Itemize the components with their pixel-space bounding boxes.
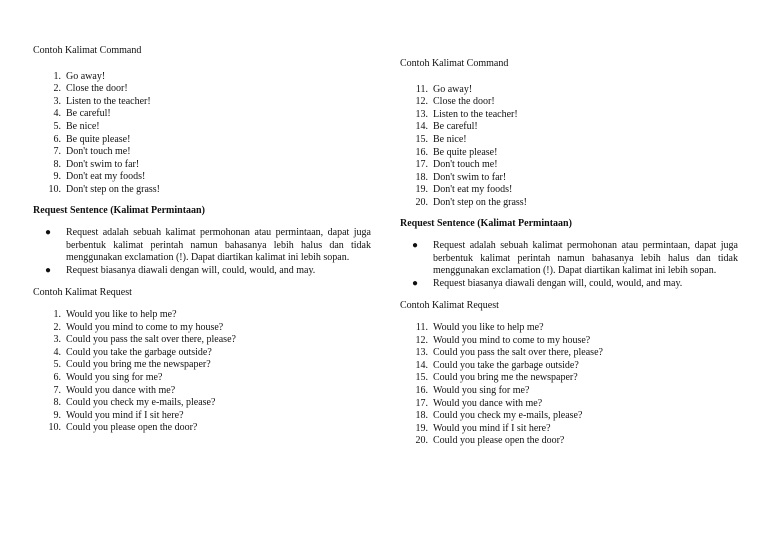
list-item <box>33 334 371 347</box>
item-text: Don't touch me! <box>433 159 498 171</box>
item-number: 13. <box>415 108 428 120</box>
request-list <box>33 309 371 435</box>
list-item <box>400 184 738 197</box>
list-item <box>33 422 371 435</box>
list-item <box>400 121 738 134</box>
list-item <box>33 171 371 184</box>
list-item <box>33 184 371 197</box>
item-number: 14. <box>415 359 428 371</box>
bullet-icon: ● <box>45 264 52 276</box>
item-text: Would you mind to come to my house? <box>66 321 224 333</box>
item-number: 1. <box>53 309 61 321</box>
item-number: 5. <box>53 359 61 371</box>
request-examples-title: Contoh Kalimat Request <box>400 299 499 311</box>
item-text: Could you bring me the newspaper? <box>66 359 211 371</box>
item-number: 15. <box>415 133 428 145</box>
item-text: Go away! <box>433 83 473 95</box>
item-text: Be quite please! <box>433 146 498 158</box>
item-text: Would you dance with me? <box>66 384 176 396</box>
item-number: 20. <box>415 435 428 447</box>
item-text: Don't eat my foods! <box>433 184 513 196</box>
item-text: Be nice! <box>433 133 467 145</box>
item-number: 19. <box>415 422 428 434</box>
item-text: Could you check my e-mails, please? <box>433 410 583 422</box>
bullet-item <box>33 227 371 265</box>
list-item <box>400 172 738 185</box>
item-text: Could you pass the salt over there, please? <box>66 334 236 346</box>
item-text: Close the door! <box>433 96 495 108</box>
item-number: 10. <box>48 183 61 195</box>
item-number: 12. <box>415 96 428 108</box>
list-item <box>33 410 371 423</box>
item-text: Don't swim to far! <box>433 171 507 183</box>
item-number: 9. <box>53 171 61 183</box>
request-sentence-heading: Request Sentence (Kalimat Permintaan) <box>400 217 572 229</box>
list-item <box>400 410 738 423</box>
item-number: 2. <box>53 321 61 333</box>
bullet-item <box>400 278 738 291</box>
list-item <box>400 347 738 360</box>
item-text: Don't step on the grass! <box>66 183 161 195</box>
item-text: Be careful! <box>433 121 478 133</box>
item-number: 7. <box>53 146 61 158</box>
item-text: Would you like to help me? <box>433 322 544 334</box>
item-text: Could you take the garbage outside? <box>433 359 579 371</box>
item-number: 6. <box>53 133 61 145</box>
item-text: Don't touch me! <box>66 146 131 158</box>
list-item <box>400 197 738 210</box>
list-item <box>400 385 738 398</box>
list-item <box>33 372 371 385</box>
item-number: 20. <box>415 196 428 208</box>
item-text: Could you check my e-mails, please? <box>66 397 216 409</box>
list-item <box>33 322 371 335</box>
list-item <box>33 397 371 410</box>
list-item <box>400 147 738 160</box>
item-text: Go away! <box>66 70 106 82</box>
item-text: Would you dance with me? <box>433 397 543 409</box>
list-item <box>33 108 371 121</box>
item-number: 2. <box>53 83 61 95</box>
list-item <box>400 96 738 109</box>
item-number: 16. <box>415 146 428 158</box>
request-examples-title: Contoh Kalimat Request <box>33 286 132 298</box>
item-number: 3. <box>53 334 61 346</box>
item-text: Could you please open the door? <box>433 435 565 447</box>
bullet-item <box>400 240 738 278</box>
list-item <box>33 134 371 147</box>
item-number: 16. <box>415 385 428 397</box>
item-text: Could you please open the door? <box>66 422 198 434</box>
bullet-text: Request biasanya diawali dengan will, could, would, and may. <box>66 264 316 276</box>
item-text: Could you pass the salt over there, please? <box>433 347 603 359</box>
bullet-text: Request biasanya diawali dengan will, could, would, and may. <box>433 277 683 289</box>
list-item <box>400 335 738 348</box>
item-text: Be careful! <box>66 108 111 120</box>
item-number: 19. <box>415 184 428 196</box>
item-number: 11. <box>415 83 428 95</box>
item-text: Don't step on the grass! <box>433 196 528 208</box>
item-number: 13. <box>415 347 428 359</box>
list-item <box>33 159 371 172</box>
list-item <box>33 359 371 372</box>
list-item <box>33 96 371 109</box>
list-item <box>33 347 371 360</box>
item-number: 14. <box>415 121 428 133</box>
item-text: Be nice! <box>66 120 100 132</box>
list-item <box>33 83 371 96</box>
bullet-icon: ● <box>45 227 52 239</box>
command-list <box>400 84 738 210</box>
bullet-icon: ● <box>412 277 419 289</box>
item-number: 10. <box>48 422 61 434</box>
command-examples-title: Contoh Kalimat Command <box>33 45 142 56</box>
item-text: Listen to the teacher! <box>433 108 518 120</box>
bullet-item <box>33 265 371 278</box>
item-number: 7. <box>53 384 61 396</box>
list-item <box>33 71 371 84</box>
command-examples-title: Contoh Kalimat Command <box>400 58 509 69</box>
item-number: 4. <box>53 346 61 358</box>
item-number: 12. <box>415 334 428 346</box>
item-number: 15. <box>415 372 428 384</box>
item-number: 6. <box>53 372 61 384</box>
list-item <box>33 146 371 159</box>
list-item <box>400 435 738 448</box>
item-text: Would you sing for me? <box>66 372 163 384</box>
item-number: 8. <box>53 158 61 170</box>
item-number: 18. <box>415 171 428 183</box>
list-item <box>400 159 738 172</box>
command-list <box>33 71 371 197</box>
bullet-text: Request adalah sebuah kalimat permohonan atau permintaan, dapat juga berbentuk kalimat perintah namun bahasanya lebih halus dan tidak menggunakan exclamation (!). Dapat diartikan kalimat ini lebih sopan. <box>66 227 371 264</box>
item-number: 9. <box>53 409 61 421</box>
item-text: Listen to the teacher! <box>66 95 151 107</box>
item-number: 17. <box>415 397 428 409</box>
item-number: 11. <box>415 322 428 334</box>
list-item <box>400 372 738 385</box>
request-description-list <box>400 240 738 290</box>
list-item <box>33 121 371 134</box>
list-item <box>400 360 738 373</box>
item-text: Would you mind if I sit here? <box>433 422 551 434</box>
item-text: Don't swim to far! <box>66 158 140 170</box>
item-number: 1. <box>53 70 61 82</box>
item-text: Don't eat my foods! <box>66 171 146 183</box>
list-item <box>400 109 738 122</box>
item-number: 4. <box>53 108 61 120</box>
request-list <box>400 322 738 448</box>
item-number: 8. <box>53 397 61 409</box>
item-text: Could you bring me the newspaper? <box>433 372 578 384</box>
bullet-icon: ● <box>412 240 419 252</box>
list-item <box>33 385 371 398</box>
bullet-text: Request adalah sebuah kalimat permohonan atau permintaan, dapat juga berbentuk kalimat perintah namun bahasanya lebih halus dan tidak menggunakan exclamation (!). Dapat diartikan kalimat ini lebih sopan. <box>433 240 738 277</box>
item-number: 17. <box>415 159 428 171</box>
item-text: Could you take the garbage outside? <box>66 346 212 358</box>
item-number: 5. <box>53 120 61 132</box>
list-item <box>400 134 738 147</box>
item-text: Would you mind to come to my house? <box>433 334 591 346</box>
list-item <box>400 322 738 335</box>
left-column <box>33 45 371 435</box>
item-text: Would you like to help me? <box>66 309 177 321</box>
item-text: Be quite please! <box>66 133 131 145</box>
right-column <box>400 58 738 448</box>
request-sentence-heading: Request Sentence (Kalimat Permintaan) <box>33 204 205 216</box>
list-item <box>400 423 738 436</box>
list-item <box>400 84 738 97</box>
item-text: Would you mind if I sit here? <box>66 409 184 421</box>
item-number: 18. <box>415 410 428 422</box>
item-text: Close the door! <box>66 83 128 95</box>
item-text: Would you sing for me? <box>433 385 530 397</box>
request-description-list <box>33 227 371 277</box>
list-item <box>33 309 371 322</box>
item-number: 3. <box>53 95 61 107</box>
list-item <box>400 398 738 411</box>
